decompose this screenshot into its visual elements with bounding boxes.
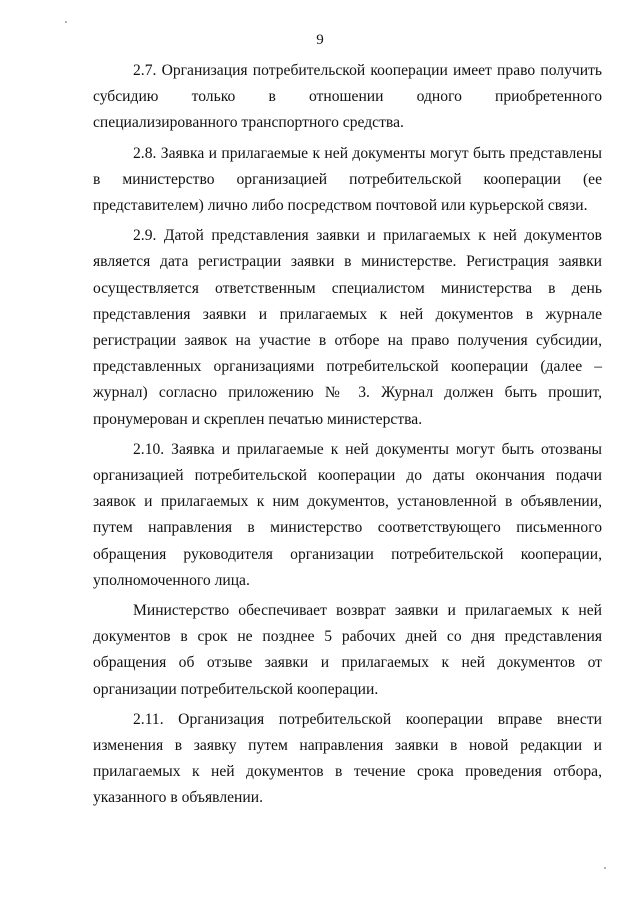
- paragraph-2-8: 2.8. Заявка и прилагаемые к ней документы могут быть представлены в министерство организацией потребительской кооперации (ее представителем) лично либо посредством почтовой или курьерской связи.: [93, 144, 602, 215]
- page-number: 9: [316, 32, 324, 48]
- paragraph-return-of-application: Министерство обеспечивает возврат заявки и прилагаемых к ней документов в срок не позднее 5 рабочих дней со дня представления обращения об отзыве заявки и прилагаемых к ней документов от организации потребительской кооперации.: [93, 602, 602, 698]
- document-body: [93, 58, 602, 812]
- scan-speck: [65, 21, 67, 23]
- paragraph-2-10: 2.10. Заявка и прилагаемые к ней документы могут быть отозваны организацией потребительской кооперации до даты окончания подачи заявок и прилагаемых к ним документов, установленной в объявлении, путем направления в министерство соответствующего письменного обращения руководителя организации потребительской кооперации, уполномоченного лица.: [93, 440, 602, 589]
- scan-speck: [604, 867, 606, 869]
- paragraph-2-11: 2.11. Организация потребительской кооперации вправе внести изменения в заявку путем направления заявки в новой редакции и прилагаемых к ней документов в течение срока проведения отбора, указанного в объявлении.: [93, 710, 602, 807]
- paragraph-2-7: 2.7. Организация потребительской кооперации имеет право получить субсидию только в отношении одного приобретенного специализированного транспортного средства.: [93, 62, 602, 132]
- paragraph-2-9: 2.9. Датой представления заявки и прилагаемых к ней документов является дата регистрации заявки в министерстве. Регистрация заявки осуществляется ответственным специалистом министерства в день представления заявки и прилагаемых к ней документов в журнале регистрации заявок на участие в отборе на право получения субсидии, представленных организациями потребительской кооперации (далее – журнал) согласно приложению № 3. Журнал должен быть прошит, пронумерован и скреплен печатью министерства.: [93, 227, 602, 428]
